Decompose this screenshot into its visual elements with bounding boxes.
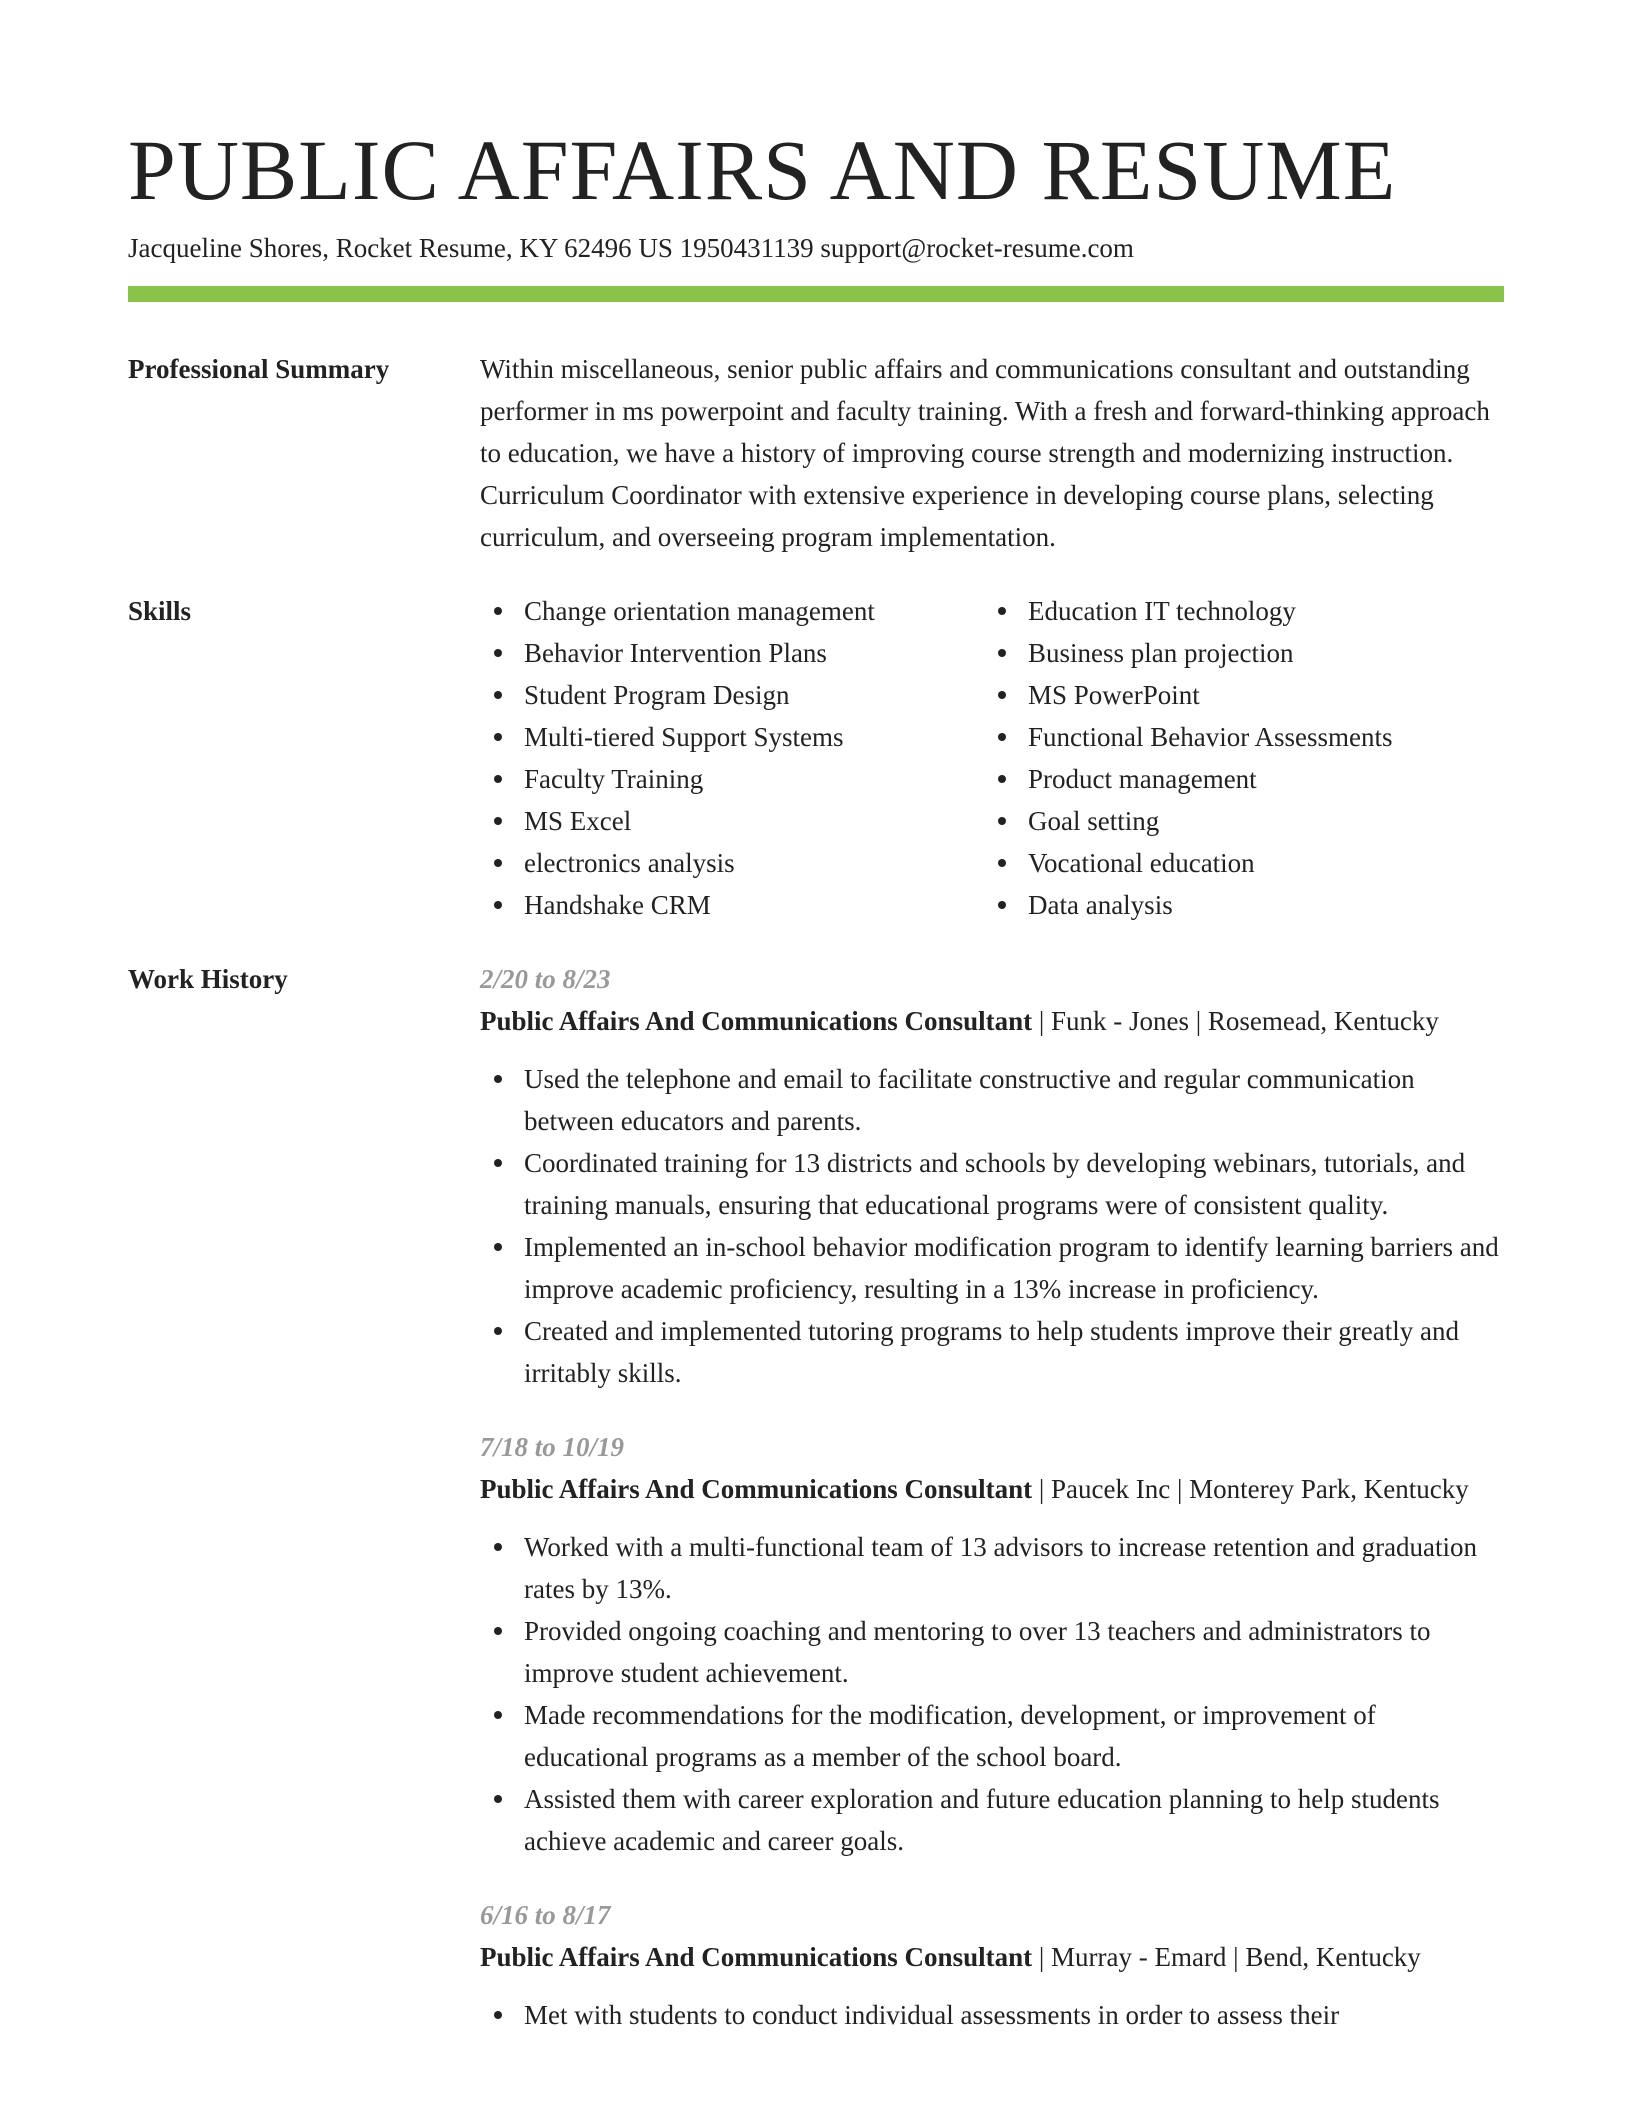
skill-item: electronics analysis [480,842,984,884]
job-entry [480,958,1504,1394]
job-bullet: Met with students to conduct individual assessments in order to assess their [480,1994,1504,2036]
summary-text: Within miscellaneous, senior public affairs and communications consultant and outstanding performer in ms powerpoint and faculty training. With a fresh and forward-thinking approach to education, we have a history of improving course strength and modernizing instruction. Curriculum Coordinator with extensive experience in developing course plans, selecting curriculum, and overseeing program implementation. [480,354,1490,552]
skill-item: Goal setting [984,800,1488,842]
job-heading [480,1936,1504,1978]
job-title: Public Affairs And Communications Consultant [480,1474,1033,1504]
section-label-skills: Skills [128,596,192,626]
job-bullet: Implemented an in-school behavior modification program to identify learning barriers and improve academic proficiency, resulting in a 13% increase in proficiency. [480,1226,1504,1310]
job-bullet: Created and implemented tutoring programs to help students improve their greatly and irritably skills. [480,1310,1504,1394]
job-bullet: Used the telephone and email to facilitate constructive and regular communication between educators and parents. [480,1058,1504,1142]
skill-item: Faculty Training [480,758,984,800]
skill-item: Education IT technology [984,590,1488,632]
skill-item: Business plan projection [984,632,1488,674]
job-dates: 2/20 to 8/23 [480,964,611,994]
job-bullet: Made recommendations for the modification, development, or improvement of educational programs as a member of the school board. [480,1694,1504,1778]
section-label-summary: Professional Summary [128,354,390,384]
job-bullet: Assisted them with career exploration and future education planning to help students achieve academic and career goals. [480,1778,1504,1862]
job-bullets [480,1526,1504,1862]
skills-grid [480,590,1504,926]
job-dates: 7/18 to 10/19 [480,1432,625,1462]
skill-item: Student Program Design [480,674,984,716]
skill-item: Vocational education [984,842,1488,884]
skill-item: Functional Behavior Assessments [984,716,1488,758]
accent-divider [128,286,1504,302]
job-heading [480,1000,1504,1042]
section-label-work: Work History [128,964,288,994]
contact-line: Jacqueline Shores, Rocket Resume, KY 62496 US 1950431139 support@rocket-resume.com [128,233,1134,263]
job-bullet: Coordinated training for 13 districts and schools by developing webinars, tutorials, and training manuals, ensuring that educational programs were of consistent quality. [480,1142,1504,1226]
job-bullets [480,1994,1504,2036]
skill-item: MS PowerPoint [984,674,1488,716]
job-entry [480,1894,1504,2036]
skill-item: Data analysis [984,884,1488,926]
skills-column-left [480,590,984,926]
skill-item: Handshake CRM [480,884,984,926]
work-history-section [128,958,1504,2036]
skill-item: Behavior Intervention Plans [480,632,984,674]
resume-page [128,118,1504,2036]
job-title: Public Affairs And Communications Consultant [480,1942,1033,1972]
job-bullets [480,1058,1504,1394]
skill-item: Change orientation management [480,590,984,632]
job-details: | Paucek Inc | Monterey Park, Kentucky [1032,1474,1469,1504]
skills-section [128,590,1504,926]
job-details: | Murray - Emard | Bend, Kentucky [1032,1942,1421,1972]
job-bullet: Worked with a multi-functional team of 13 advisors to increase retention and graduation rates by 13%. [480,1526,1504,1610]
skill-item: Multi-tiered Support Systems [480,716,984,758]
job-title: Public Affairs And Communications Consultant [480,1006,1033,1036]
professional-summary-section [128,348,1504,558]
job-dates: 6/16 to 8/17 [480,1900,611,1930]
skill-item: Product management [984,758,1488,800]
skill-item: MS Excel [480,800,984,842]
job-bullet: Provided ongoing coaching and mentoring to over 13 teachers and administrators to improve student achievement. [480,1610,1504,1694]
job-details: | Funk - Jones | Rosemead, Kentucky [1032,1006,1439,1036]
resume-title: PUBLIC AFFAIRS AND RESUME [128,122,1397,218]
job-heading [480,1468,1504,1510]
skills-column-right [984,590,1488,926]
job-entry [480,1426,1504,1862]
